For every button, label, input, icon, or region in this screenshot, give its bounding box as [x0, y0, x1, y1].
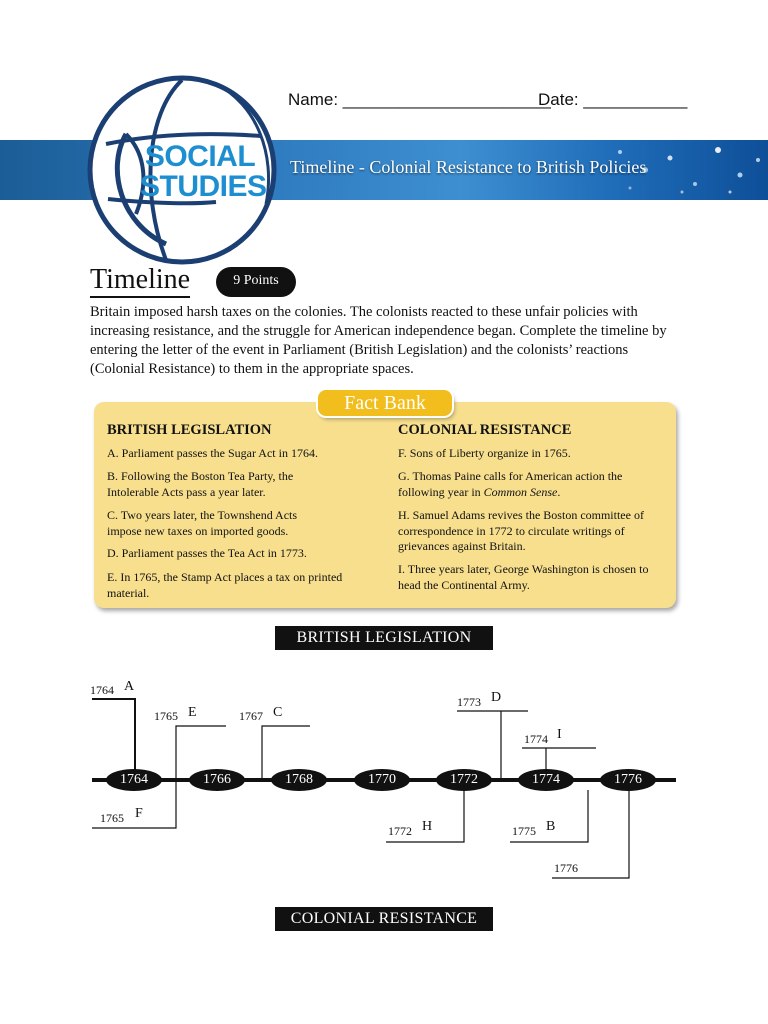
- fact-e: E. In 1765, the Stamp Act places a tax on printed material.: [107, 570, 343, 600]
- entry-b-1765-year: 1765: [100, 811, 124, 825]
- fact-g-end: .: [557, 484, 561, 499]
- fact-b: B. Following the Boston Tea Party, the Intolerable Acts pass a year later.: [107, 469, 294, 499]
- year-1768: 1768: [285, 772, 313, 787]
- entry-1765-year: 1765: [154, 709, 178, 723]
- year-1764: 1764: [120, 772, 148, 787]
- british-legislation-heading: BRITISH LEGISLATION: [107, 422, 272, 438]
- entry-1767-letter[interactable]: C: [273, 705, 283, 720]
- entry-1774-year: 1774: [524, 732, 548, 746]
- colonial-resistance-label: COLONIAL RESISTANCE: [275, 907, 493, 931]
- entry-1773-letter[interactable]: D: [491, 690, 502, 705]
- fact-bank-tab: Fact Bank: [318, 390, 452, 416]
- year-1770: 1770: [368, 772, 396, 787]
- points-badge: 9 Points: [216, 267, 296, 297]
- entry-1764-letter[interactable]: A: [124, 679, 135, 694]
- entry-1773-year: 1773: [457, 695, 481, 709]
- banner-title: Timeline - Colonial Resistance to British Policies: [290, 157, 647, 177]
- date-field-label[interactable]: Date: ___________: [538, 90, 688, 109]
- entry-1765-letter[interactable]: E: [188, 705, 197, 720]
- entry-b-1772-letter[interactable]: H: [422, 819, 433, 834]
- year-1776: 1776: [614, 772, 642, 787]
- year-1772: 1772: [450, 772, 478, 787]
- fact-d: D. Parliament passes the Tea Act in 1773.: [107, 546, 307, 560]
- fact-h: H. Samuel Adams revives the Boston committee of correspondence in 1772 to circulate writings of grievances against Britain.: [398, 508, 644, 553]
- colonial-resistance-heading: COLONIAL RESISTANCE: [398, 422, 572, 438]
- logo-text-studies: STUDIES: [140, 170, 267, 203]
- logo-text-social: SOCIAL: [144, 140, 256, 173]
- intro-paragraph: Britain imposed harsh taxes on the colonies. The colonists reacted to these unfair policies with increasing resistance, and the struggle for American independence began. Complete the timeline by entering the letter of the event in Parliament (British Legislation) and the colonists’ reactions (Colonial Resistance) to them in the appropriate spaces.: [90, 304, 667, 377]
- entry-b-1772-year: 1772: [388, 824, 412, 838]
- entry-b-1775-year: 1775: [512, 824, 536, 838]
- entry-b-1775-letter[interactable]: B: [546, 819, 556, 834]
- fact-g: [398, 469, 648, 500]
- year-1774: 1774: [532, 772, 560, 787]
- fact-a: A. Parliament passes the Sugar Act in 1764.: [107, 446, 318, 460]
- name-field-label[interactable]: Name: ______________________: [288, 90, 551, 109]
- year-1766: 1766: [203, 772, 231, 787]
- fact-g-text: G. Thomas Paine calls for American action the following year in: [398, 469, 623, 499]
- entry-b-1776-year: 1776: [554, 861, 578, 875]
- fact-g-italic: Common Sense: [483, 484, 558, 499]
- entry-1767-year: 1767: [239, 709, 263, 723]
- connector-1764-a: [92, 699, 135, 770]
- fact-c: C. Two years later, the Townshend Acts impose new taxes on imported goods.: [107, 508, 298, 538]
- fact-i: I. Three years later, George Washington is chosen to head the Continental Army.: [398, 562, 649, 592]
- entry-1764-year: 1764: [90, 683, 114, 697]
- fact-f: F. Sons of Liberty organize in 1765.: [398, 446, 571, 460]
- entry-1774-letter[interactable]: I: [557, 727, 562, 742]
- entry-b-1765-letter[interactable]: F: [135, 806, 143, 821]
- section-title: Timeline: [90, 264, 190, 298]
- british-legislation-label: BRITISH LEGISLATION: [275, 626, 493, 650]
